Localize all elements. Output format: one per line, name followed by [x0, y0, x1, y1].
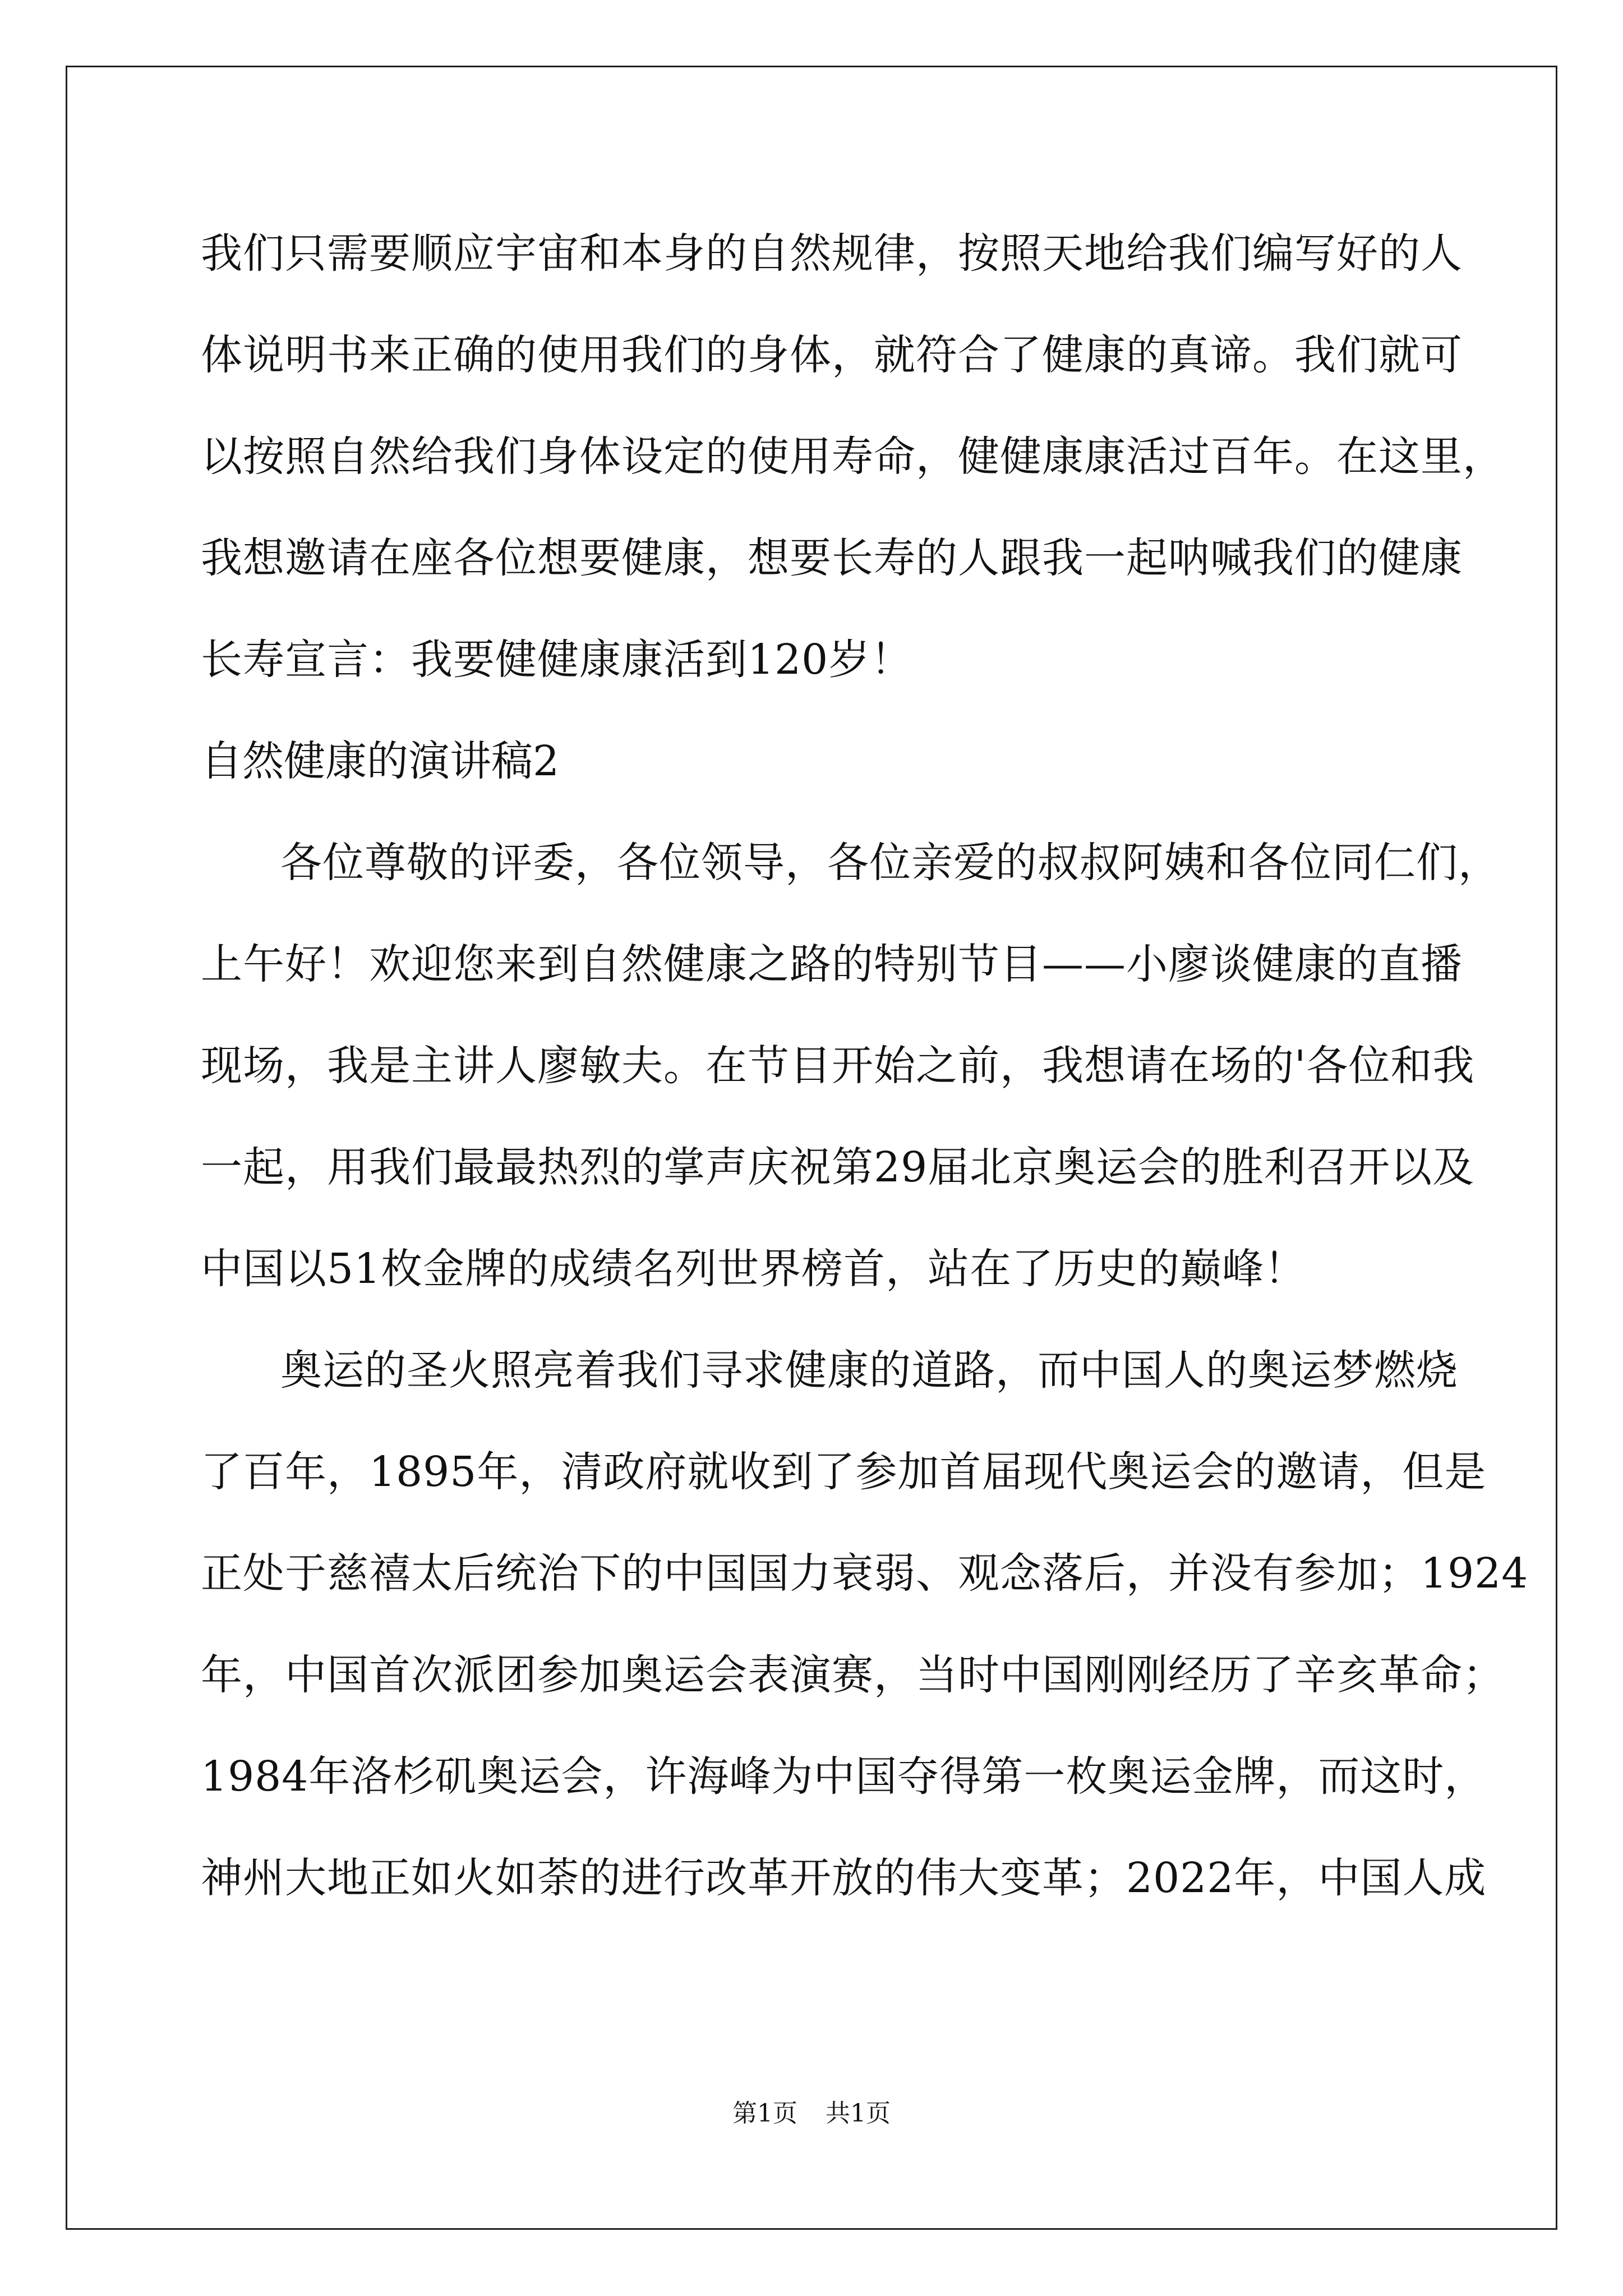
paragraph-line-15: 年，中国首次派团参加奥运会表演赛，当时中国刚刚经历了辛亥革命； [201, 1651, 1505, 1699]
paragraph-line-4: 我想邀请在座各位想要健康，想要长寿的人跟我一起呐喊我们的健康 [201, 534, 1463, 582]
page-number-total: 共1页 [826, 2099, 891, 2128]
paragraph-line-17: 神州大地正如火如荼的进行改革开放的伟大变革；2022年，中国人成 [201, 1854, 1487, 1902]
page-number-current: 第1页 [732, 2099, 797, 2128]
paragraph-line-3: 以按照自然给我们身体设定的使用寿命，健健康康活过百年。在这里， [201, 432, 1505, 481]
paragraph-line-13: 了百年，1895年，清政府就收到了参加首届现代奥运会的邀请，但是 [201, 1448, 1487, 1496]
paragraph-line-12: 奥运的圣火照亮着我们寻求健康的道路，而中国人的奥运梦燃烧 [280, 1346, 1458, 1395]
paragraph-line-14: 正处于慈禧太后统治下的中国国力衰弱、观念落后，并没有参加；1924 [201, 1549, 1529, 1598]
page-footer [0, 2097, 1623, 2131]
paragraph-line-8: 上午好！欢迎您来到自然健康之路的特别节目——小廖谈健康的直播 [201, 940, 1463, 988]
paragraph-line-11: 中国以51枚金牌的成绩名列世界榜首，站在了历史的巅峰！ [201, 1245, 1307, 1293]
paragraph-line-2: 体说明书来正确的使用我们的身体，就符合了健康的真谛。我们就可 [201, 331, 1463, 379]
paragraph-line-1: 我们只需要顺应宇宙和本身的自然规律，按照天地给我们编写好的人 [201, 229, 1463, 278]
paragraph-line-10: 一起，用我们最最热烈的掌声庆祝第29届北京奥运会的胜利召开以及 [201, 1143, 1475, 1191]
section-heading: 自然健康的演讲稿2 [201, 737, 560, 785]
paragraph-line-7: 各位尊敬的评委，各位领导，各位亲爱的叔叔阿姨和各位同仁们， [280, 839, 1500, 887]
paragraph-line-16: 1984年洛杉矶奥运会，许海峰为中国夺得第一枚奥运金牌，而这时， [201, 1752, 1487, 1801]
paragraph-line-9: 现场，我是主讲人廖敏夫。在节目开始之前，我想请在场的'各位和我 [201, 1042, 1475, 1090]
paragraph-line-5: 长寿宣言：我要健健康康活到120岁！ [201, 636, 913, 684]
